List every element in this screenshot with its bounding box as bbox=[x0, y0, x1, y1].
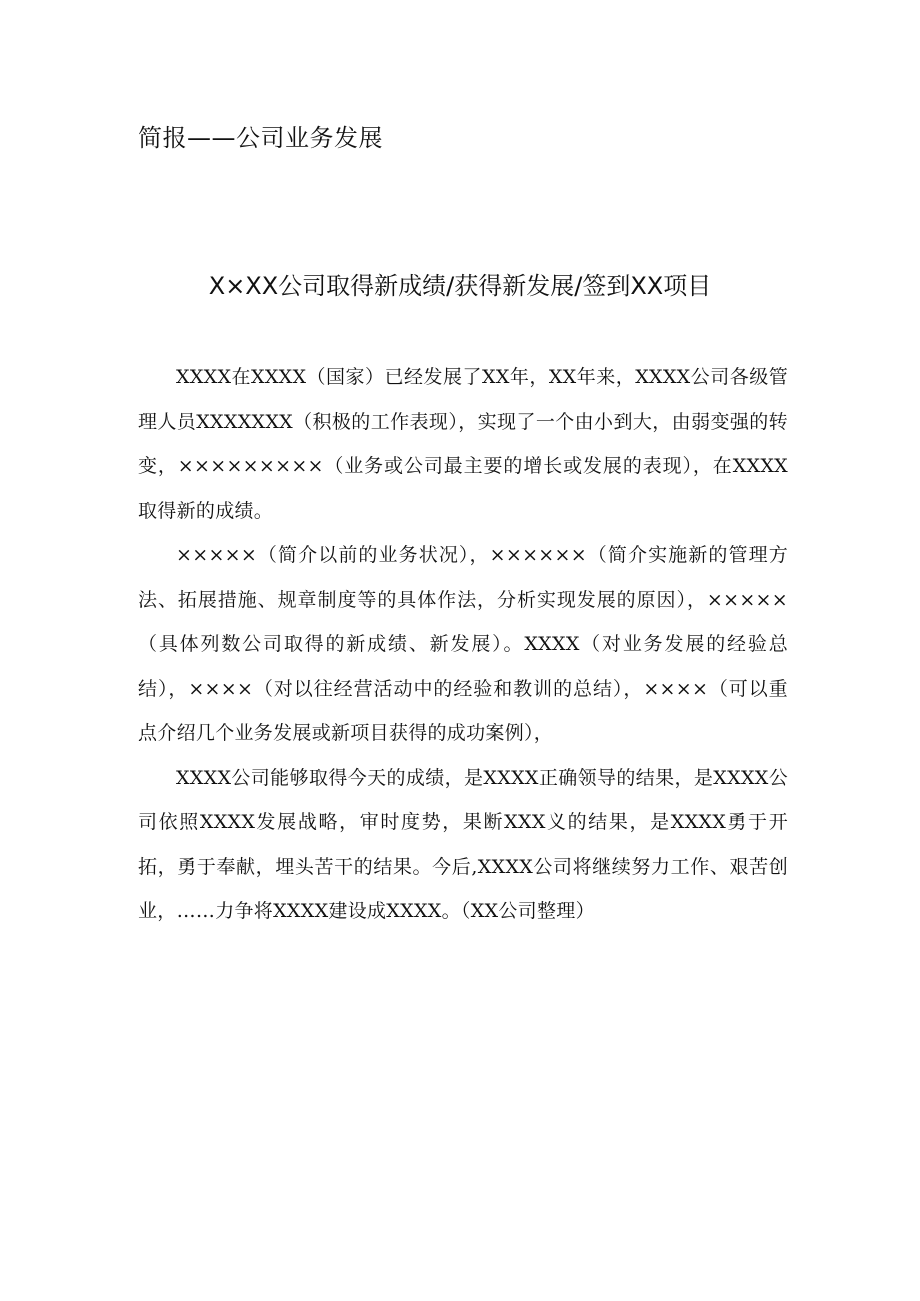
body-paragraph-1: XXXX在XXXX（国家）已经发展了XX年，XX年来，XXXX公司各级管理人员XXXXXXX（积极的工作表现），实现了一个由小到大，由弱变强的转变，×××××××××（业务或公司最主要的增长或发展的表现），在XXXX取得新的成绩。 bbox=[138, 366, 788, 522]
body-paragraph-3: XXXX公司能够取得今天的成绩，是XXXX正确领导的结果，是XXXX公司依照XXXX发展战略，审时度势，果断XXX义的结果，是XXXX勇于开拓，勇于奉献，埋头苦干的结果。今后,XXXX公司将继续努力工作、艰苦创业，……力争将XXXX建设成XXXX。（XX公司整理） bbox=[138, 766, 788, 922]
body-paragraph-2: ×××××（简介以前的业务状况），××××××（简介实施新的管理方法、拓展措施、规章制度等的具体作法，分析实现发展的原因），×××××（具体列数公司取得的新成绩、新发展）。XXXX（对业务发展的经验总结），××××（对以往经营活动中的经验和教训的总结），××××（可以重点介绍几个业务发展或新项目获得的成功案例）， bbox=[138, 544, 788, 744]
document-header: 简报——公司业务发展 bbox=[138, 124, 383, 152]
document-body bbox=[138, 355, 788, 934]
document-title: X×XX公司取得新成绩/获得新发展/签到XX项目 bbox=[208, 272, 712, 300]
